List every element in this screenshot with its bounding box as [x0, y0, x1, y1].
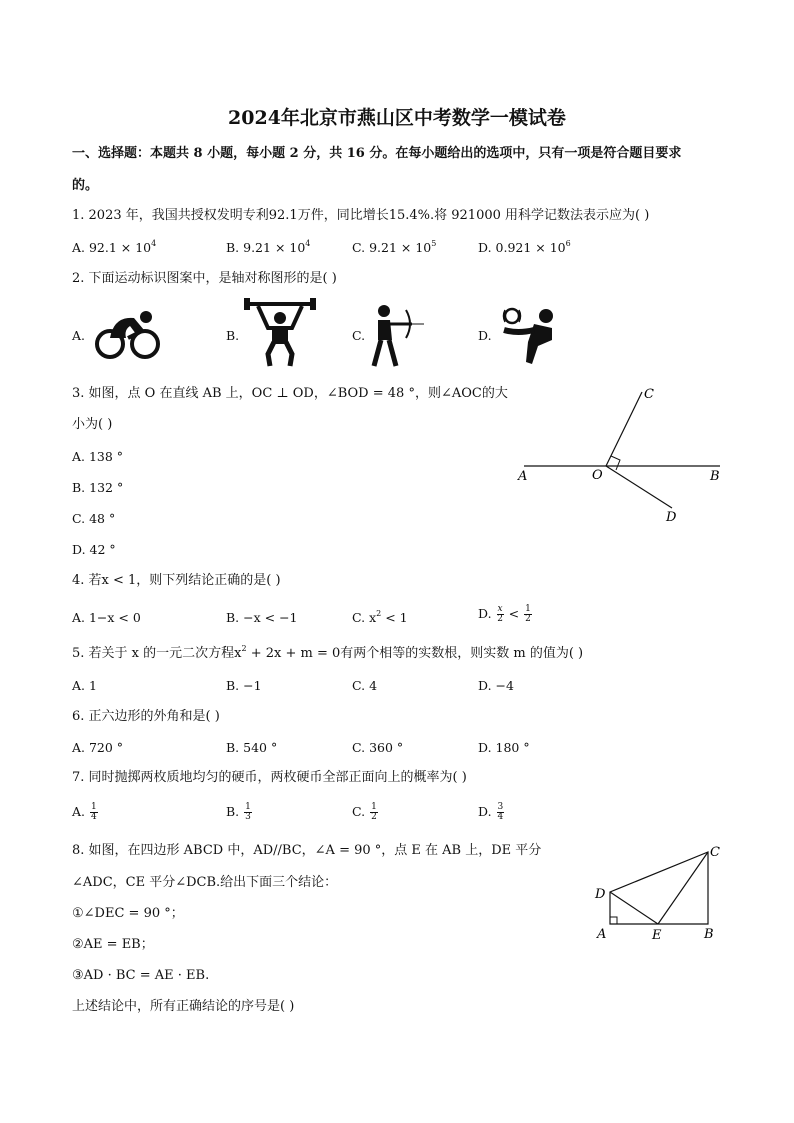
q2-option-c-label: C.	[352, 328, 366, 343]
q5-option-c: C. 4	[352, 678, 378, 693]
q2-option-b-label: B.	[226, 328, 240, 343]
svg-text:D: D	[595, 887, 606, 902]
q1-option-d: D. $0.921 \times 10^6$	[478, 239, 571, 255]
q3-figure	[510, 380, 740, 530]
q3-option-b: B. 132 °	[72, 480, 124, 495]
q8-stem-line1: 8. 如图，在四边形 ABCD 中，AD//BC，∠A = 90 °，点 E 在 AB 上，DE 平分	[72, 843, 542, 858]
svg-text:C: C	[710, 845, 720, 860]
q3-stem-line2: 小为( )	[72, 417, 113, 432]
q1-option-b: B. $9.21 \times 10^4$	[226, 239, 311, 255]
q4-option-c: C. $x^2 < 1$	[352, 609, 408, 625]
q6-option-b: B. 540 °	[226, 740, 278, 755]
q8-conclusion-3: ③AD · BC = AE · EB.	[72, 968, 210, 983]
q7-option-c: C. $\frac{1}{2}$	[352, 802, 377, 822]
section-heading-cont: 的。	[72, 178, 99, 193]
q3-stem-line1: 3. 如图，点 O 在直线 AB 上，OC ⊥ OD，∠BOD = 48 °，则∠AOC的大	[72, 386, 508, 401]
archer-icon	[368, 304, 428, 368]
q8-question: 上述结论中，所有正确结论的序号是( )	[72, 999, 295, 1014]
q1-option-c: C. $9.21 \times 10^5$	[352, 239, 437, 255]
q1-stem: 1. 2023 年，我国共授权发明专利92.1万件，同比增长15.4%.将 921000 用科学记数法表示应为( )	[72, 208, 650, 223]
q1-option-a: A. $92.1 \times 10^4$	[72, 239, 157, 255]
q7-option-b: B. $\frac{1}{3}$	[226, 802, 251, 822]
q3-option-a: A. 138 °	[72, 449, 124, 464]
q6-stem: 6. 正六边形的外角和是( )	[72, 709, 220, 724]
q6-option-a: A. 720 °	[72, 740, 124, 755]
q2-option-d-label: D.	[478, 328, 492, 343]
q3-option-d: D. 42 °	[72, 542, 116, 557]
q2-option-a-label: A.	[72, 328, 86, 343]
q3-option-c: C. 48 °	[72, 511, 116, 526]
q5-option-d: D. −4	[478, 678, 514, 693]
weightlifter-icon	[242, 298, 318, 370]
q7-stem: 7. 同时抛掷两枚质地均匀的硬币，两枚硬币全部正面向上的概率为( )	[72, 770, 467, 785]
page-title: 2024年北京市燕山区中考数学一模试卷	[228, 107, 566, 129]
sepak-takraw-icon	[498, 304, 560, 366]
q4-option-d: D. $\frac{x}{2}$ < $\frac{1}{2}$	[478, 604, 531, 624]
q6-option-c: C. 360 °	[352, 740, 404, 755]
q8-conclusion-2: ②AE = EB；	[72, 937, 154, 952]
q8-conclusion-1: ①∠DEC = 90 °；	[72, 906, 184, 921]
q5-option-a: A. 1	[72, 678, 97, 693]
q4-option-a: A. 1−x < 0	[72, 610, 141, 625]
svg-text:B: B	[704, 927, 714, 942]
svg-text:E: E	[652, 928, 662, 943]
q2-stem: 2. 下面运动标识图案中，是轴对称图形的是( )	[72, 271, 337, 286]
q4-stem: 4. 若x < 1，则下列结论正确的是( )	[72, 573, 281, 588]
q5-stem: 5. 若关于 x 的一元二次方程$x^2 + 2x + m = 0$有两个相等的实数根，则实数 m 的值为( )	[72, 644, 584, 661]
q7-option-a: A. $\frac{1}{4}$	[72, 802, 97, 822]
q8-stem-line2: ∠ADC，CE 平分∠DCB.给出下面三个结论：	[72, 875, 338, 890]
svg-text:A: A	[518, 469, 528, 484]
svg-text:O: O	[592, 468, 603, 483]
q5-option-b: B. −1	[226, 678, 262, 693]
svg-text:D: D	[666, 510, 677, 525]
q8-figure	[590, 840, 730, 950]
svg-text:C: C	[644, 387, 654, 402]
svg-text:A: A	[597, 927, 607, 942]
q6-option-d: D. 180 °	[478, 740, 530, 755]
q7-option-d: D. $\frac{3}{4}$	[478, 802, 504, 822]
section-heading: 一、选择题：本题共 8 小题，每小题 2 分，共 16 分。在每小题给出的选项中，只有一项是符合题目要求	[72, 146, 682, 161]
q4-option-b: B. −x < −1	[226, 610, 298, 625]
svg-text:B: B	[710, 469, 720, 484]
cyclist-icon	[88, 308, 164, 362]
